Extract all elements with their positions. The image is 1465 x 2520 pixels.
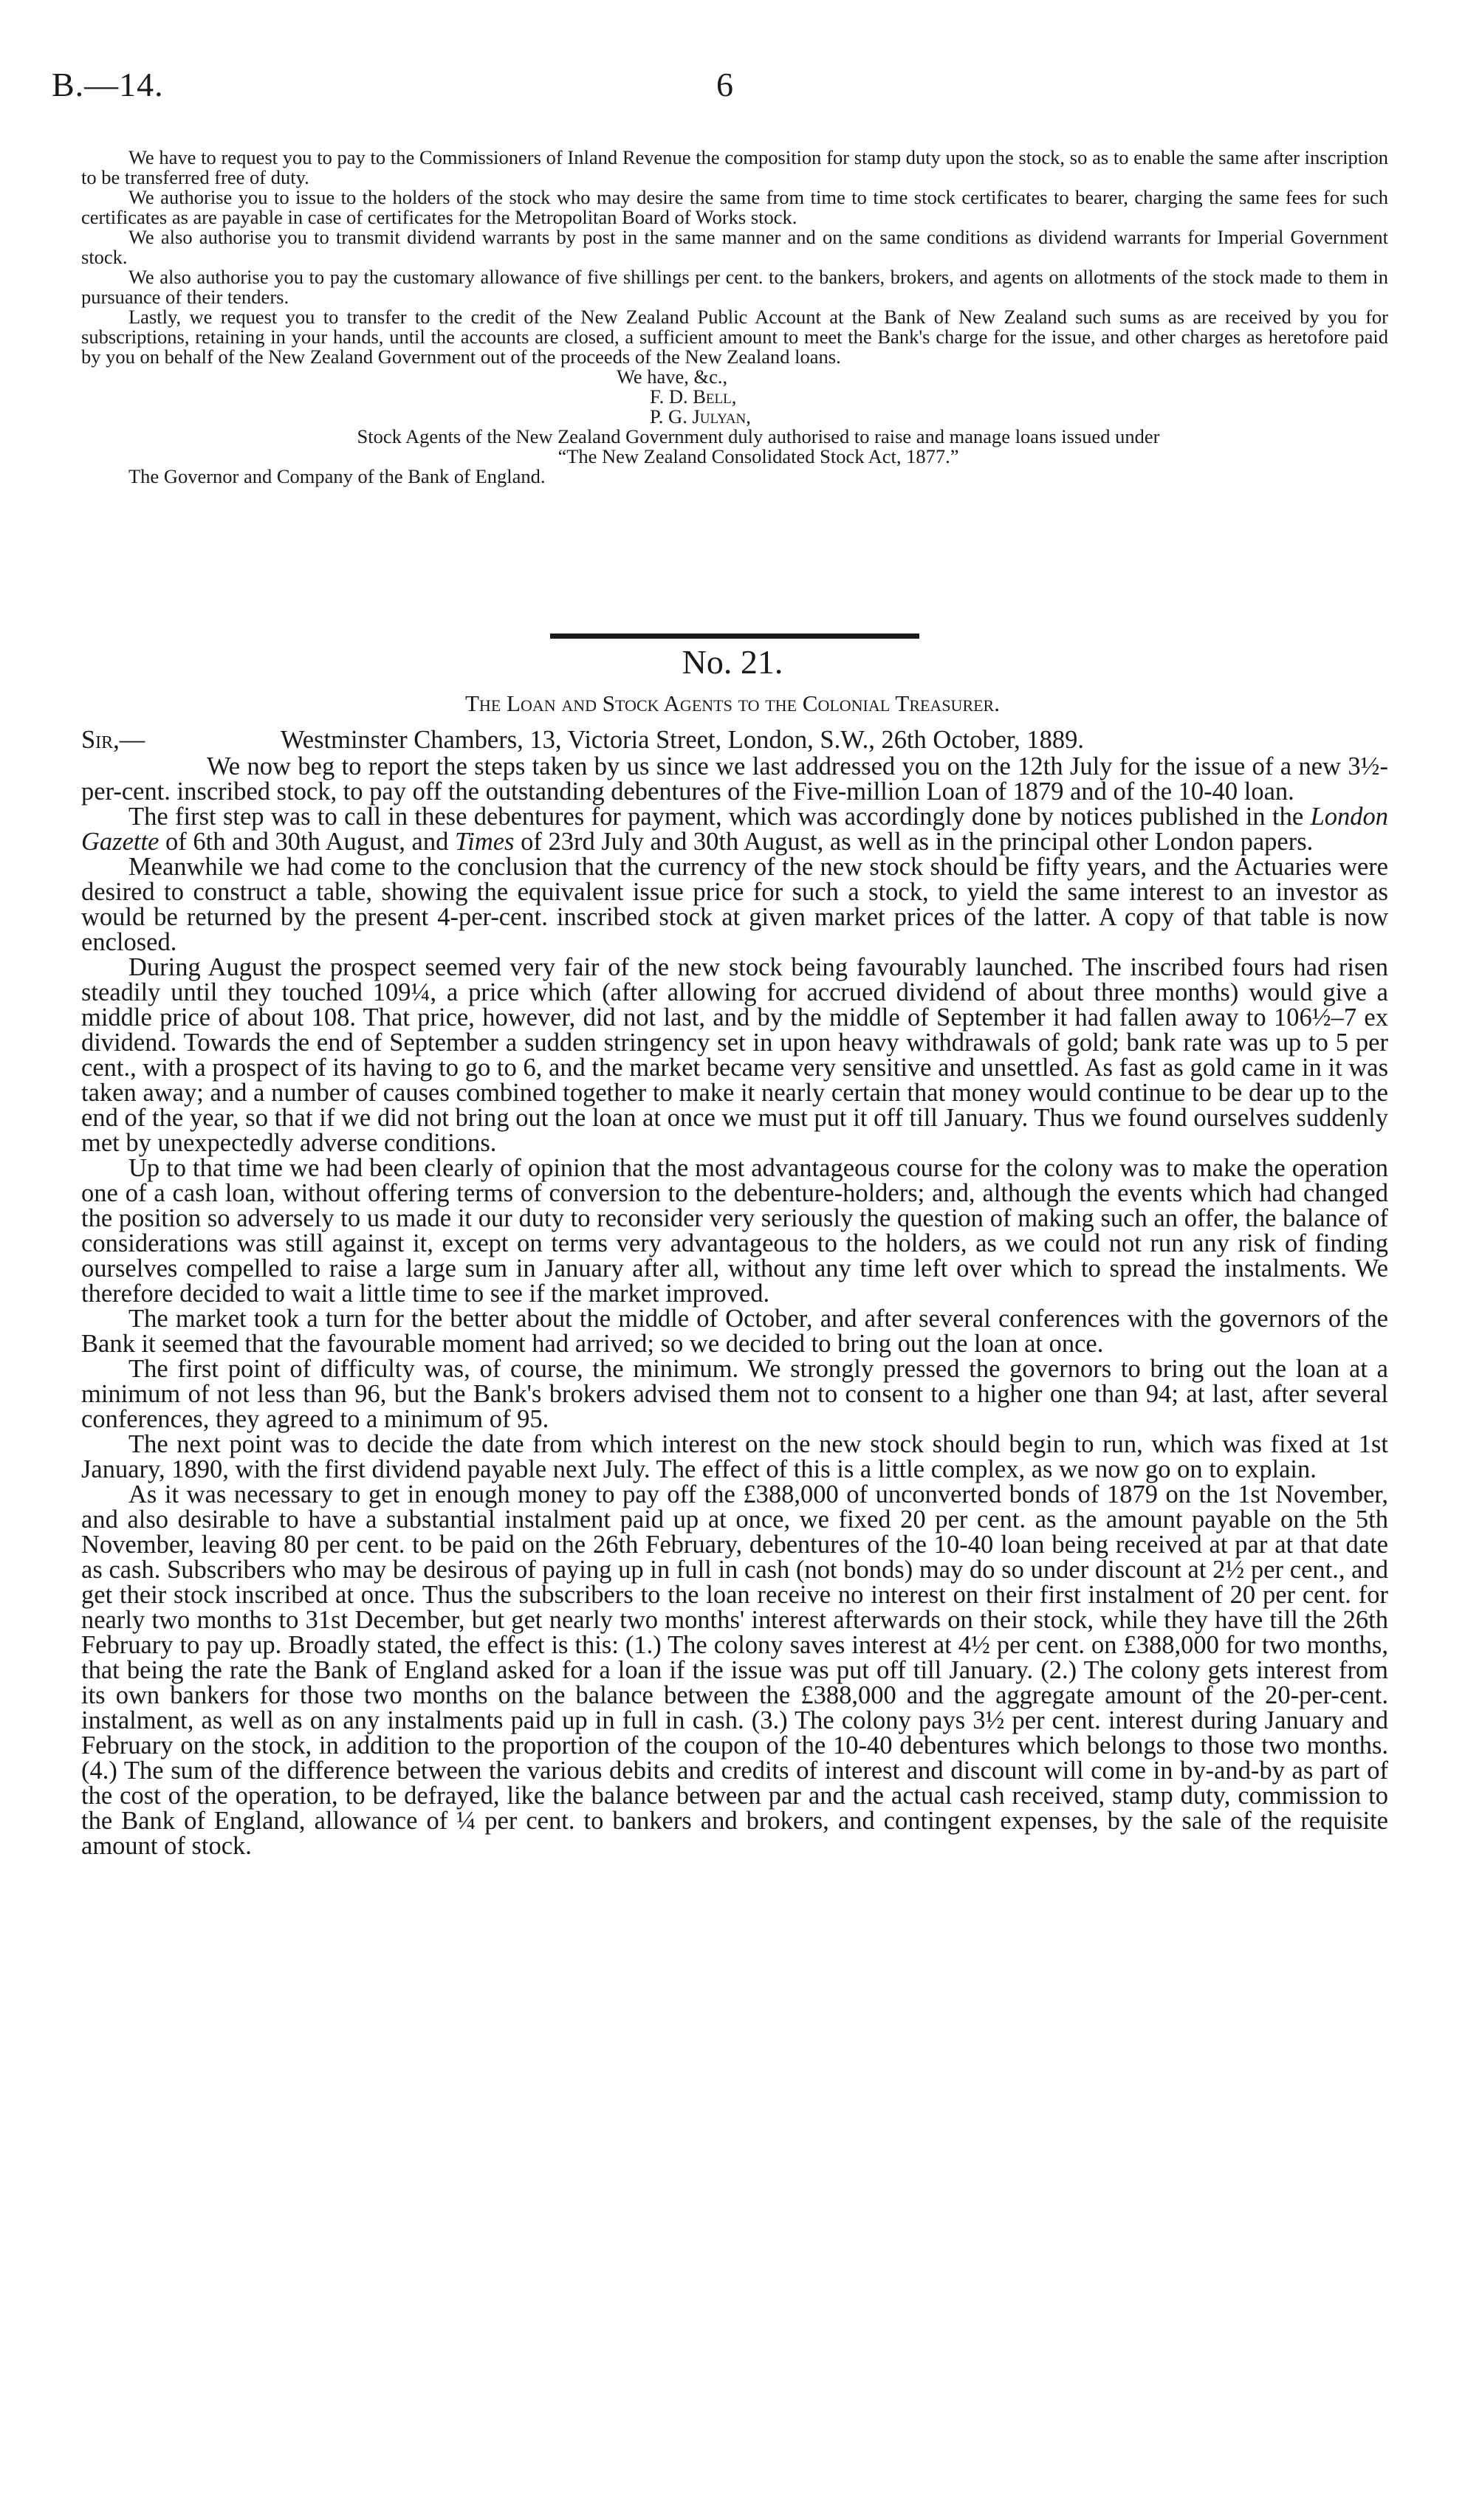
dateline [81, 727, 1388, 754]
signatory-act: “The New Zealand Consolidated Stock Act, 1877.” [557, 445, 959, 467]
paragraph: Lastly, we request you to transfer to the credit of the New Zealand Public Account at the Bank of New Zealand such sums as are received by you for subscriptions, retaining in your hands, until the accounts are closed, a sufficient amount to meet the Bank's charge for the issue, and other charges as heretofore paid by you on behalf of the New Zealand Government out of the proceeds of the New Zealand loans. [81, 306, 1388, 368]
paragraph: We authorise you to issue to the holders of the stock who may desire the same from time to time stock certificates to bearer, charging the same fees for such certificates as are payable in case of certificates for the Metropolitan Board of Works stock. [81, 186, 1388, 228]
paragraph: The market took a turn for the better about the middle of October, and after several conferences with the governors of the Bank it seemed that the favourable moment had arrived; so we decided to bring out the loan at once. [81, 1305, 1388, 1358]
salutation: Sir,— [81, 726, 145, 754]
letter-21-body [81, 727, 1388, 1858]
address-date: Westminster Chambers, 13, Victoria Street, London, S.W., 26th October, 1889. [281, 726, 1085, 754]
signatory-bell: F. D. Bell, [650, 385, 737, 408]
document-reference: B.—14. [52, 66, 164, 103]
paragraph: During August the prospect seemed very fair of the new stock being favourably launched. The inscribed fours had risen steadily until they touched 109¼, a price which (after allowing for accrued dividend of about three months) would give a middle price of about 108. That price, however, did not last, and by the middle of September it had fallen away to 106½–7 ex dividend. Towards the end of September a sudden stringency set in upon heavy withdrawals of gold; bank rate was up to 5 per cent., with a prospect of its having to go to 6, and the market became very sensitive and unsettled. As fast as gold came in it was taken away; and a number of causes combined together to make it nearly certain that money would continue to be dear up to the end of the year, so that if we did not bring out the loan at once we must put it off till January. Thus we found ourselves suddenly met by unexpectedly adverse conditions. [81, 953, 1388, 1157]
letter-number: No. 21. [682, 643, 783, 681]
signatory-title: Stock Agents of the New Zealand Government duly authorised to raise and manage loans issued under [357, 425, 1160, 447]
paragraph: As it was necessary to get in enough money to pay off the £388,000 of unconverted bonds of 1879 on the 1st November, and also desirable to have a substantial instalment paid up at once, we fixed 20 per cent. as the amount payable on the 5th November, leaving 80 per cent. to be paid on the 26th February, debentures of the 10-40 loan being received at par at that date as cash. Subscribers who may be desirous of paying up in full in cash (not bonds) may do so under discount at 2½ per cent., and get their stock inscribed at once. Thus the subscribers to the loan receive no interest on their first instalment of 20 per cent. for nearly two months to 31st December, but get nearly two months' interest afterwards on their stock, while they have till the 26th February to pay up. Broadly stated, the effect is this: (1.) The colony saves interest at 4½ per cent. on £388,000 for two months, that being the rate the Bank of England asked for a loan if the issue was put off till January. (2.) The colony gets interest from its own bankers for those two months on the balance between the £388,000 and the aggregate amount of the 20-per-cent. instalment, as well as on any instalments paid up in full in cash. (3.) The colony pays 3½ per cent. interest during January and February on the stock, in addition to the proportion of the coupon of the 10-40 debentures which belongs to those two months. (4.) The sum of the difference between the various debits and credits of interest and discount will come in by-and-by as part of the cost of the operation, to be defrayed, like the balance between par and the actual cash received, stamp duty, commission to the Bank of England, allowance of ¼ per cent. to bankers and brokers, and contingent expenses, by the sale of the requisite amount of stock. [81, 1480, 1388, 1860]
paragraph: We also authorise you to pay the customary allowance of five shillings per cent. to the bankers, brokers, and agents on allotments of the stock made to them in pursuance of their tenders. [81, 266, 1388, 308]
publication-times: Times [454, 828, 515, 856]
addressee: The Governor and Company of the Bank of England. [128, 465, 546, 487]
page-number: 6 [716, 66, 733, 103]
closing-salutation: We have, &c., [617, 365, 728, 388]
paragraph: The next point was to decide the date from which interest on the new stock should begin to run, which was fixed at 1st January, 1890, with the first dividend payable next July. The effect of this is a little complex, as we now go on to explain. [81, 1430, 1388, 1483]
previous-letter-conclusion [81, 148, 1388, 487]
paragraph: We have to request you to pay to the Commissioners of Inland Revenue the composition for stamp duty upon the stock, so as to enable the same after inscription to be transferred free of duty. [81, 146, 1388, 188]
paragraph: The first point of difficulty was, of course, the minimum. We strongly pressed the governors to bring out the loan at a minimum of not less than 96, but the Bank's brokers advised them not to consent to a higher one than 94; at last, after several conferences, they agreed to a minimum of 95. [81, 1355, 1388, 1433]
paragraph: Meanwhile we had come to the conclusion that the currency of the new stock should be fifty years, and the Actuaries were desired to construct a table, showing the equivalent issue price for such a stock, to yield the same interest to an investor as would be returned by the present 4-per-cent. inscribed stock at given market prices of the latter. A copy of that table is now enclosed. [81, 853, 1388, 956]
signatory-julyan: P. G. Julyan, [650, 405, 751, 428]
paragraph: Up to that time we had been clearly of opinion that the most advantageous course for the colony was to make the operation one of a cash loan, without offering terms of conversion to the debenture-holders; and, although the events which had changed the position so adversely to us made it our duty to reconsider very seriously the question of making such an offer, the balance of considerations was still against it, except on terms very advantageous to the holders, as we could not run any risk of finding ourselves compelled to raise a large sum in January after all, without any time left over which to spread the instalments. We therefore decided to wait a little time to see if the market improved. [81, 1154, 1388, 1308]
publication-london-gazette: London Gazette [81, 803, 1388, 856]
paragraph: We now beg to report the steps taken by us since we last addressed you on the 12th July for the issue of a new 3½-per-cent. inscribed stock, to pay off the outstanding debentures of the Five-million Loan of 1879 and of the 10-40 loan. [81, 752, 1388, 806]
paragraph: The first step was to call in these debentures for payment, which was accordingly done by notices published in the London Gazette of 6th and 30th August, and Times of 23rd July and 30th August, as well as in the principal other London papers. [81, 803, 1388, 856]
section-divider [550, 634, 919, 639]
page-header [52, 65, 1381, 117]
paragraph: We also authorise you to transmit dividend warrants by post in the same manner and on the same conditions as dividend warrants for Imperial Government stock. [81, 226, 1388, 268]
letter-heading: The Loan and Stock Agents to the Colonial Treasurer. [465, 690, 1000, 716]
